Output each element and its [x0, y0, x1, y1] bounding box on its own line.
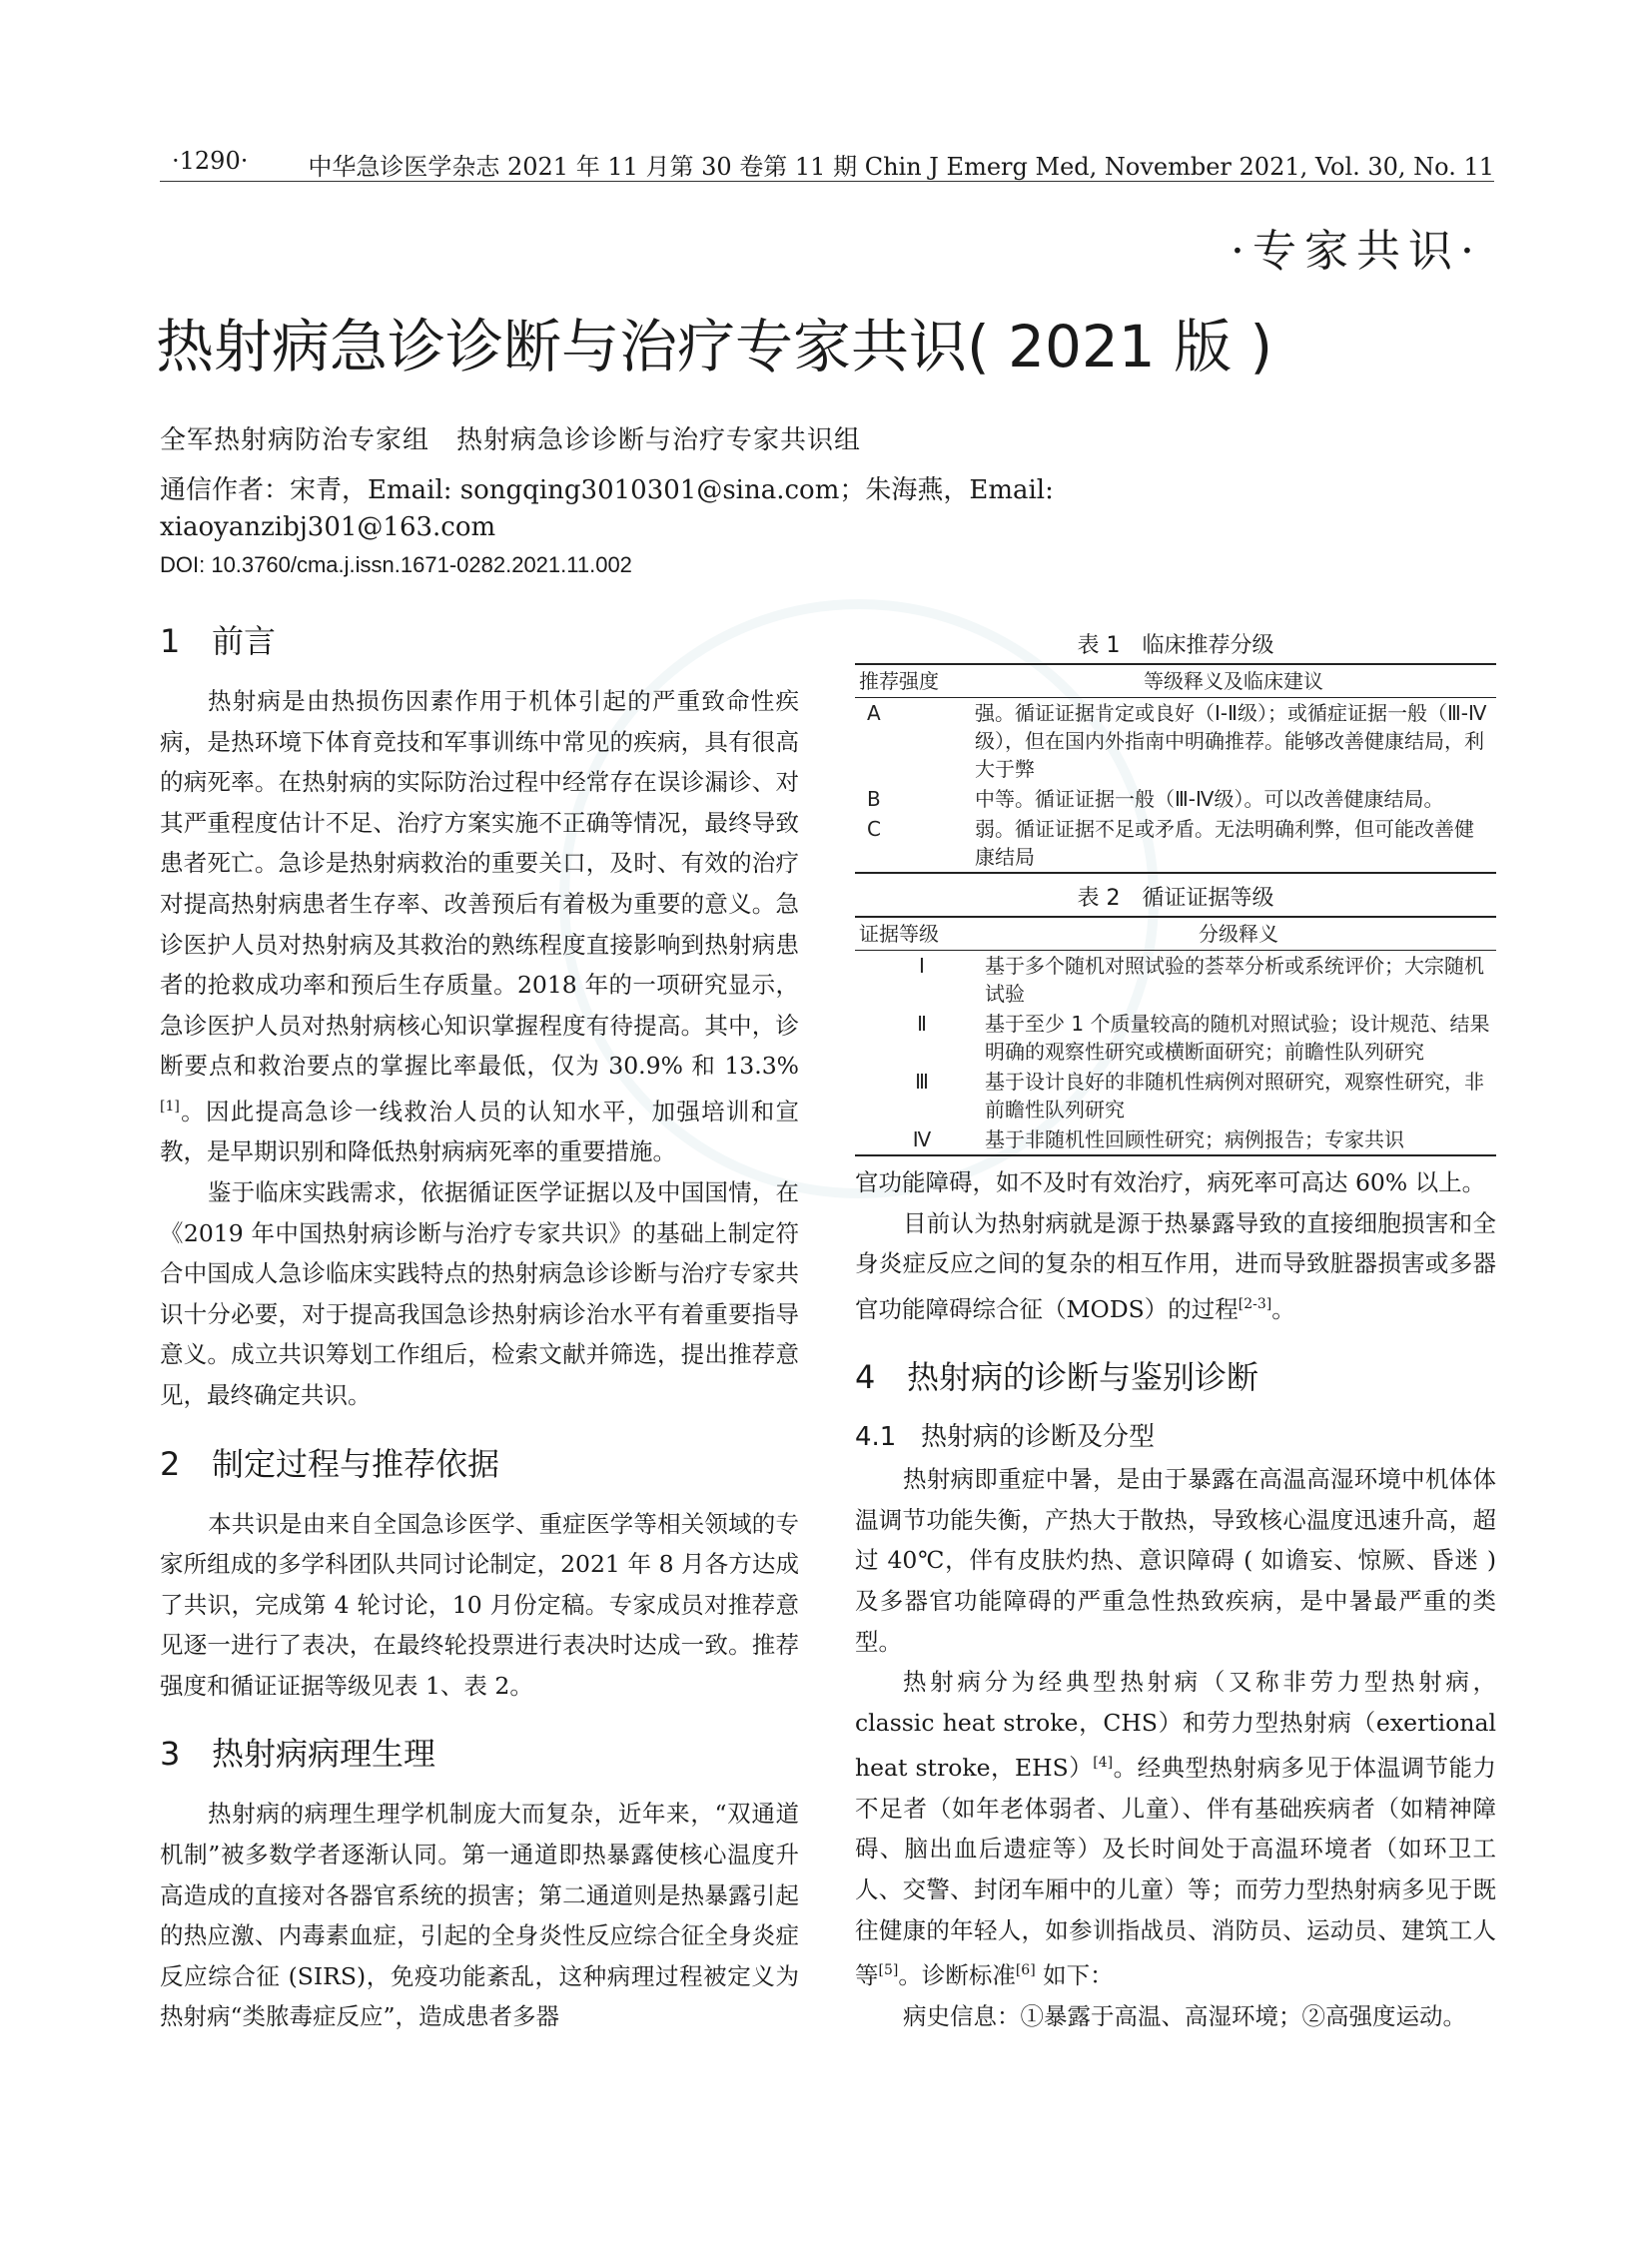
table-header: 分级释义 [981, 917, 1496, 951]
section-heading-1: 1 前言 [160, 622, 277, 660]
paragraph: 鉴于临床实践需求，依据循证医学证据以及中国国情，在《2019 年中国热射病诊断与治疗专家共识》的基础上制定符合中国成人急诊临床实践特点的热射病急诊诊断与治疗专家共识十分必要，对于提高我国急诊热射病诊治水平有着重要指导意义。成立共识筹划工作组后，检索文献并筛选，提出推荐意见，最终确定共识。 [160, 1177, 799, 1409]
doi: DOI: 10.3760/cma.j.issn.1671-0282.2021.11.002 [160, 552, 632, 577]
table-header: 推荐强度 [855, 664, 971, 698]
subsection-heading-4-1: 4.1 热射病的诊断及分型 [855, 1422, 1156, 1453]
paragraph: 病史信息：①暴露于高温、高湿环境；②高强度运动。 [903, 2001, 1466, 2030]
table-1-caption: 表 1 临床推荐分级 [1077, 633, 1274, 658]
paragraph: 本共识是由来自全国急诊医学、重症医学等相关领域的专家所组成的多学科团队共同讨论制定，2021 年 8 月各方达成了共识，完成第 4 轮讨论，10 月份定稿。专家成员对推荐意见逐一进行了表决，在最终轮投票进行表决时达成一致。推荐强度和循证证据等级见表 1、表 2。 [160, 1509, 799, 1700]
table-row: A 强。循证证据肯定或良好（Ⅰ-Ⅱ级）；或循症证据一般（Ⅲ-Ⅳ级），但在国内外指南中明确推荐。能够改善健康结局，利大于弊 [867, 701, 1487, 781]
correspondence-email: xiaoyanzibj301@163.com [160, 512, 496, 542]
section-heading-2: 2 制定过程与推荐依据 [160, 1444, 500, 1483]
table-1 [855, 663, 1496, 874]
page-title: 热射病急诊诊断与治疗专家共识( 2021 版 ) [156, 313, 1273, 380]
citation-ref[interactable]: [4] [1093, 1755, 1114, 1772]
table-row: Ⅳ 基于非随机性回顾性研究；病例报告；专家共识 [855, 1124, 1496, 1155]
paragraph: 热射病是由热损伤因素作用于机体引起的严重致命性疾病，是热环境下体育竞技和军事训练中常见的疾病，具有很高的病死率。在热射病的实际防治过程中经常存在误诊漏诊、对其严重程度估计不足、治疗方案实施不正确等情况，最终导致患者死亡。急诊是热射病救治的重要关口，及时、有效的治疗对提高热射病患者生存率、改善预后有着极为重要的意义。急诊医护人员对热射病及其救治的熟练程度直接影响到热射病患者的抢救成功率和预后生存质量。2018 年的一项研究显示，急诊医护人员对热射病核心知识掌握程度有待提高。其中，诊断要点和救治要点的掌握比率最低，仅为 30.9% 和 13.3%[1]。因此提高急诊一线救治人员的认知水平，加强培训和宣教，是早期识别和降低热射病病死率的重要措施。 [160, 687, 799, 1166]
table-row: C 弱。循证证据不足或矛盾。无法明确利弊，但可能改善健康结局 [855, 814, 1496, 873]
page-number: ·1290· [172, 147, 249, 175]
citation-ref[interactable]: [6] [1015, 1962, 1036, 1979]
section-heading-3: 3 热射病病理生理 [160, 1735, 436, 1774]
journal-citation: 中华急诊医学杂志 2021 年 11 月第 30 卷第 11 期 Chin J Emerg Med, November 2021, Vol. 30, No. 11 [308, 153, 1494, 181]
section-tag: ·专家共识· [1231, 226, 1482, 277]
right-column [855, 629, 1496, 2036]
citation-ref[interactable]: [1] [160, 1098, 180, 1115]
running-header [160, 147, 1494, 182]
table-header: 证据等级 [855, 917, 981, 951]
table-row: Ⅲ 基于设计良好的非随机性病例对照研究，观察性研究，非前瞻性队列研究 [915, 1070, 1484, 1121]
authors: 全军热射病防治专家组 热射病急诊诊断与治疗专家共识组 [160, 425, 862, 455]
citation-ref[interactable]: [2-3] [1238, 1295, 1272, 1312]
table-row: Ⅰ 基于多个随机对照试验的荟萃分析或系统评价；大宗随机试验 [919, 954, 1484, 1006]
left-column [160, 619, 799, 2037]
paragraph: 热射病的病理生理学机制庞大而复杂，近年来，“双通道机制”被多数学者逐渐认同。第一通道即热暴露使核心温度升高造成的直接对各器官系统的损害；第二通道则是热暴露引起的热应激、内毒素血症，引起的全身炎性反应综合征全身炎症反应综合征 (SIRS)，免疫功能紊乱，这种病理过程被定义为热射病“类脓毒症反应”，造成患者多器 [160, 1800, 799, 2031]
table-row: Ⅱ 基于至少 1 个质量较高的随机对照试验；设计规范、结果明确的观察性研究或横断面研究；前瞻性队列研究 [917, 1012, 1490, 1064]
paragraph: 目前认为热射病就是源于热暴露导致的直接细胞损害和全身炎症反应之间的复杂的相互作用，进而导致脏器损害或多器官功能障碍综合征（MODS）的过程[2-3]。 [855, 1208, 1496, 1323]
paragraph: 热射病即重症中暑，是由于暴露在高温高湿环境中机体体温调节功能失衡，产热大于散热，导致核心温度迅速升高，超过 40℃，伴有皮肤灼热、意识障碍 ( 如谵妄、惊厥、昏迷 ) 及多器官功能障碍的严重急性热致疾病，是中暑最严重的类型。 [855, 1465, 1496, 1656]
citation-ref[interactable]: [5] [878, 1962, 899, 1979]
section-heading-4: 4 热射病的诊断与鉴别诊断 [855, 1358, 1259, 1397]
table-2 [855, 916, 1496, 1156]
table-header: 等级释义及临床建议 [971, 664, 1496, 698]
paragraph: 热射病分为经典型热射病（又称非劳力型热射病，classic heat stroke，CHS）和劳力型热射病（exertional heat stroke，EHS）[4]。经典型热射病多见于体温调节能力不足者（如年老体弱者、儿童）、伴有基础疾病者（如精神障碍、脑出血后遗症等）及长时间处于高温环境者（如环卫工人、交警、封闭车厢中的儿童）等；而劳力型热射病多见于既往健康的年轻人，如参训指战员、消防员、运动员、建筑工人等[5]。诊断标准[6] 如下： [855, 1668, 1497, 1989]
correspondence: 通信作者：宋青，Email: songqing3010301@sina.com；朱海燕，Email: [160, 475, 1054, 505]
paragraph-continued: 官功能障碍，如不及时有效治疗，病死率可高达 60% 以上。 [855, 1168, 1486, 1196]
table-2-caption: 表 2 循证证据等级 [1077, 886, 1274, 911]
table-row: B 中等。循证证据一般（Ⅲ-Ⅳ级）。可以改善健康结局。 [867, 787, 1444, 811]
